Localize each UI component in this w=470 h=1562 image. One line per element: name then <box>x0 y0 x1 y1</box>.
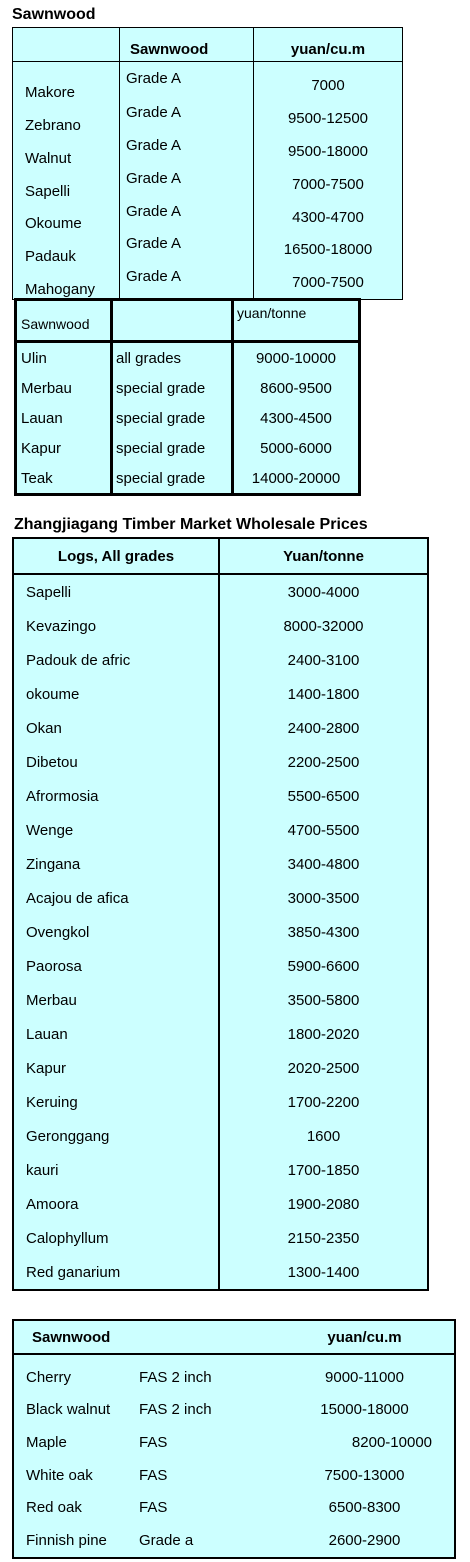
grade-cell: Grade a <box>139 1531 194 1549</box>
column-header: yuan/cu.m <box>254 28 403 62</box>
price-cell: 15000-18000 <box>320 1401 409 1419</box>
price-cell: 3850-4300 <box>287 923 360 941</box>
species-cell: Ulin <box>16 342 112 374</box>
sawnwood-grade-table <box>12 27 403 300</box>
grade-cell: all grades <box>112 342 233 374</box>
price-cell: 4700-5500 <box>287 821 360 839</box>
table-row <box>13 1255 428 1290</box>
price-cell: 2400-2800 <box>287 719 360 737</box>
grade-cell: Grade A <box>120 102 254 135</box>
species-cell: kauri <box>13 1153 219 1187</box>
grade-cell: FAS <box>139 1466 168 1484</box>
price-cell: 9000-10000 <box>255 349 337 367</box>
grade-cell: Grade A <box>120 233 254 266</box>
sawnwood-tonne-table <box>14 298 361 496</box>
grade-cell: Grade A <box>120 201 254 234</box>
price-cell: 1400-1800 <box>287 685 360 703</box>
table-row <box>13 1221 428 1255</box>
price-cell: 3400-4800 <box>287 855 360 873</box>
species-cell: Padouk de afric <box>13 643 219 677</box>
table-row <box>13 135 403 168</box>
species-cell: Mahogany <box>13 266 120 299</box>
price-cell: 5000-6000 <box>260 439 332 457</box>
table-row <box>13 677 428 711</box>
species-cell: Sapelli <box>13 168 120 201</box>
table-row <box>13 1017 428 1051</box>
price-cell: 9500-18000 <box>287 142 369 160</box>
price-cell: 1600 <box>306 1127 341 1145</box>
grade-cell: special grade <box>112 373 233 403</box>
table-row <box>13 609 428 643</box>
section1-title: Sawnwood <box>12 6 96 23</box>
price-cell: 8200-10000 <box>351 1433 432 1451</box>
species-cell: Merbau <box>16 373 112 403</box>
table-row <box>13 779 428 813</box>
table-row <box>13 813 428 847</box>
species-cell: Amoora <box>13 1187 219 1221</box>
species-cell: Maple <box>26 1433 67 1451</box>
price-cell: 7000 <box>311 77 345 95</box>
species-cell: Teak <box>16 463 112 495</box>
species-cell: Red ganarium <box>13 1255 219 1290</box>
table-row <box>13 1119 428 1153</box>
grade-cell: special grade <box>112 463 233 495</box>
table-row <box>13 1491 455 1524</box>
logs-price-table <box>12 537 429 1291</box>
species-cell: Red oak <box>26 1499 82 1517</box>
species-cell: Zingana <box>13 847 219 881</box>
species-cell: Zebrano <box>13 102 120 135</box>
table-row <box>13 847 428 881</box>
price-cell: 5500-6500 <box>287 787 360 805</box>
column-header: Logs, All grades <box>13 538 219 574</box>
price-cell: 9000-11000 <box>325 1368 404 1386</box>
column-header: Sawnwood <box>13 1320 139 1354</box>
species-cell: Okoume <box>13 201 120 234</box>
species-cell: Finnish pine <box>26 1531 107 1549</box>
species-cell: Keruing <box>13 1085 219 1119</box>
table-row <box>16 463 360 495</box>
table-row <box>13 1354 455 1394</box>
price-cell: 1700-2200 <box>287 1093 360 1111</box>
grade-cell: FAS <box>139 1499 168 1517</box>
species-cell: Paorosa <box>13 949 219 983</box>
table-row <box>13 915 428 949</box>
table-row <box>13 745 428 779</box>
species-cell: Afrormosia <box>13 779 219 813</box>
table-row <box>13 643 428 677</box>
table-row <box>13 1051 428 1085</box>
price-cell: 8600-9500 <box>260 379 332 397</box>
column-header: Sawnwood <box>120 28 254 62</box>
grade-cell: Grade A <box>120 168 254 201</box>
table-row <box>16 342 360 374</box>
table-row <box>13 574 428 609</box>
column-header: yuan/tonne <box>233 300 360 342</box>
table-row <box>13 711 428 745</box>
species-cell: Lauan <box>13 1017 219 1051</box>
price-cell: 6500-8300 <box>328 1499 401 1517</box>
price-cell: 3000-3500 <box>287 889 360 907</box>
table-row <box>13 1524 455 1558</box>
column-header: Sawnwood <box>16 300 112 342</box>
section3-title: Zhangjiagang Timber Market Wholesale Prices <box>14 516 368 533</box>
species-cell: Calophyllum <box>13 1221 219 1255</box>
species-cell: Okan <box>13 711 219 745</box>
price-cell: 7000-7500 <box>292 175 364 193</box>
species-cell: Makore <box>13 62 120 102</box>
price-cell: 14000-20000 <box>251 469 341 487</box>
table-row <box>13 1153 428 1187</box>
table-header-row <box>13 538 428 574</box>
table-row <box>16 433 360 463</box>
price-cell: 1300-1400 <box>287 1263 360 1281</box>
sawnwood-hardwood-table <box>12 1319 456 1559</box>
price-cell: 2020-2500 <box>287 1059 360 1077</box>
species-cell: Black walnut <box>26 1401 111 1419</box>
species-cell: Cherry <box>26 1368 72 1386</box>
grade-cell: special grade <box>112 433 233 463</box>
price-cell: 2400-3100 <box>287 651 360 669</box>
table-row <box>13 62 403 102</box>
species-cell: Dibetou <box>13 745 219 779</box>
table-row <box>16 403 360 433</box>
price-cell: 7500-13000 <box>324 1466 405 1484</box>
price-cell: 8000-32000 <box>283 617 364 635</box>
column-header <box>13 28 120 62</box>
species-cell: Kapur <box>13 1051 219 1085</box>
column-header: Yuan/tonne <box>219 538 428 574</box>
table-row <box>13 1394 455 1427</box>
species-cell: Sapelli <box>13 574 219 609</box>
table-row <box>13 983 428 1017</box>
price-cell: 2200-2500 <box>287 753 360 771</box>
table-header-row <box>13 1320 455 1354</box>
species-cell: Kevazingo <box>13 609 219 643</box>
price-cell: 4300-4700 <box>292 208 364 226</box>
table-row <box>13 1426 455 1459</box>
species-cell: Geronggang <box>13 1119 219 1153</box>
table-row <box>13 201 403 234</box>
species-cell: Padauk <box>13 233 120 266</box>
table-row <box>13 949 428 983</box>
species-cell: okoume <box>13 677 219 711</box>
species-cell: Acajou de afica <box>13 881 219 915</box>
price-cell: 16500-18000 <box>283 241 373 259</box>
species-cell: Merbau <box>13 983 219 1017</box>
price-cell: 3500-5800 <box>287 991 360 1009</box>
grade-cell: Grade A <box>120 62 254 102</box>
table-row <box>13 1187 428 1221</box>
price-cell: 4300-4500 <box>260 409 332 427</box>
grade-cell: FAS 2 inch <box>139 1368 212 1386</box>
grade-cell: FAS 2 inch <box>139 1401 212 1419</box>
table-row <box>13 168 403 201</box>
price-cell: 5900-6600 <box>287 957 360 975</box>
grade-cell: special grade <box>112 403 233 433</box>
species-cell: Kapur <box>16 433 112 463</box>
price-cell: 9500-12500 <box>287 109 369 127</box>
species-cell: Wenge <box>13 813 219 847</box>
table-row <box>13 1459 455 1492</box>
grade-cell: FAS <box>139 1433 168 1451</box>
column-header <box>139 1320 275 1354</box>
price-cell: 3000-4000 <box>287 583 360 601</box>
table-row <box>13 102 403 135</box>
column-header <box>112 300 233 342</box>
price-cell: 2150-2350 <box>287 1229 360 1247</box>
species-cell: Lauan <box>16 403 112 433</box>
price-cell: 1900-2080 <box>287 1195 360 1213</box>
table-header-row <box>16 300 360 342</box>
column-header: yuan/cu.m <box>275 1320 455 1354</box>
table-row <box>13 881 428 915</box>
table-header-row <box>13 28 403 62</box>
grade-cell: Grade A <box>120 135 254 168</box>
price-cell: 1800-2020 <box>287 1025 360 1043</box>
species-cell: White oak <box>26 1466 93 1484</box>
price-cell: 7000-7500 <box>292 274 364 292</box>
species-cell: Walnut <box>13 135 120 168</box>
price-cell: 2600-2900 <box>328 1531 401 1549</box>
table-row <box>13 233 403 266</box>
table-row <box>13 1085 428 1119</box>
species-cell: Ovengkol <box>13 915 219 949</box>
grade-cell: Grade A <box>120 266 254 299</box>
price-cell: 1700-1850 <box>287 1161 360 1179</box>
table-row <box>16 373 360 403</box>
table-row <box>13 266 403 299</box>
